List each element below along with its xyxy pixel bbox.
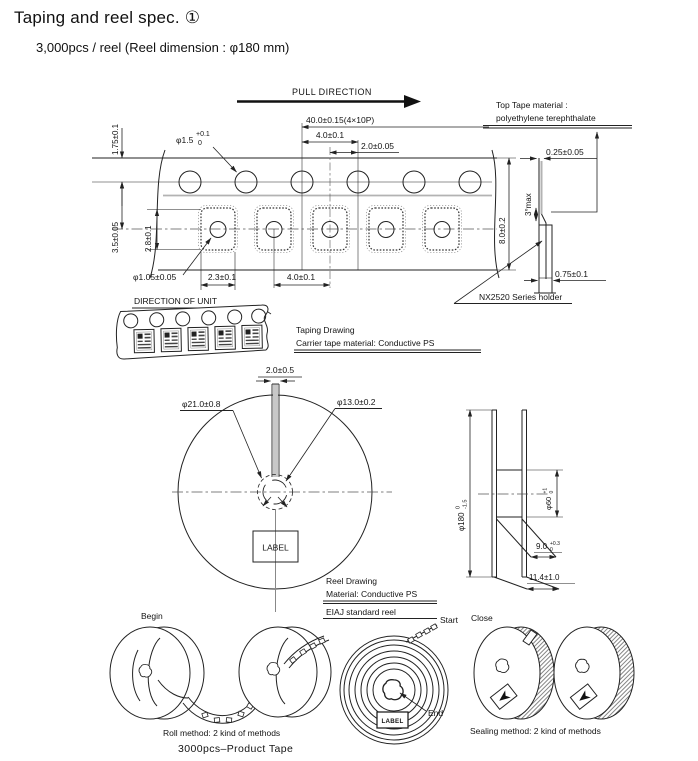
carrier-tape-strip bbox=[92, 123, 499, 288]
close-label: Close bbox=[471, 613, 493, 623]
dim-bottom-clearance-label: 0.75±0.1 bbox=[555, 269, 589, 279]
closed-reel-right bbox=[554, 627, 620, 719]
dim-inner-width-label: 9.0 bbox=[536, 542, 548, 551]
pull-direction bbox=[237, 87, 421, 108]
unit-strip bbox=[116, 305, 269, 359]
dim-pitch10 bbox=[302, 115, 489, 127]
dim-pocket-height bbox=[144, 210, 201, 253]
unit-chips bbox=[134, 325, 262, 353]
dim-hole-pitch-label: 4.0±0.1 bbox=[315, 130, 345, 140]
dim-hub-inner bbox=[263, 397, 382, 506]
reel-notes bbox=[323, 576, 437, 619]
dim-pitch10-label: 40.0±0.15(4×10P) bbox=[306, 115, 375, 125]
dim-hub-outer bbox=[180, 399, 287, 507]
dim-inner-width-tol-lower: 0 bbox=[550, 547, 553, 553]
top-tape-material-line2: polyethylene terephthalate bbox=[496, 113, 596, 123]
packing-close bbox=[470, 613, 634, 736]
dim-hole-dia-label: φ1.5 bbox=[176, 135, 194, 145]
page-title: Taping and reel spec. ① bbox=[14, 8, 201, 27]
dim-tape-width bbox=[497, 158, 516, 270]
dim-hole-pocket-center-label: 3.5±0.05 bbox=[111, 221, 120, 253]
dim-edge-to-hole-label: 1.75±0.1 bbox=[111, 123, 120, 155]
dim-outer-width-label: 11.4±1.0 bbox=[529, 573, 560, 582]
dim-pocket-pitch bbox=[274, 272, 330, 285]
pull-direction-label: PULL DIRECTION bbox=[292, 87, 372, 97]
dim-outer-width bbox=[527, 573, 575, 589]
dim-hole-pitch bbox=[302, 130, 358, 142]
dim-top-tape-thickness-label: 0.25±0.05 bbox=[546, 147, 584, 157]
start-label: Start bbox=[440, 615, 458, 625]
dim-reel-dia-tol-lower: -1.5 bbox=[462, 499, 469, 509]
spiral-label-text: LABEL bbox=[381, 718, 404, 725]
begin-label: Begin bbox=[141, 611, 163, 621]
dim-hole-to-pocket-label: 2.0±0.05 bbox=[361, 141, 395, 151]
dim-inner-width bbox=[531, 541, 562, 557]
dim-tape-width-label: 8.0±0.2 bbox=[498, 217, 507, 244]
dim-bottom-clearance bbox=[524, 269, 606, 281]
dim-reel-dia-tol-upper: 0 bbox=[455, 505, 462, 509]
dim-top-tape-thickness bbox=[520, 147, 597, 159]
taping-notes bbox=[294, 325, 481, 353]
dim-pocket-pitch-label: 4.0±0.1 bbox=[286, 272, 316, 282]
dim-hub-inner-label: φ13.0±0.2 bbox=[337, 397, 376, 407]
dim-hole-dia-tol-upper: +0.1 bbox=[196, 131, 210, 138]
dim-slot-width bbox=[256, 365, 302, 381]
product-tape-label: 3000pcs–Product Tape bbox=[178, 743, 294, 755]
dim-reel-dia bbox=[456, 410, 493, 577]
direction-of-unit-label: DIRECTION OF UNIT bbox=[134, 296, 218, 306]
dim-hub-dia-label: φ60 bbox=[544, 496, 553, 510]
end-label: End bbox=[428, 708, 444, 718]
pull-direction-arrowhead bbox=[404, 95, 421, 108]
dim-hub-dia bbox=[527, 470, 564, 517]
dim-hub-dia-tol-lower: 0 bbox=[549, 490, 555, 494]
dim-hole-to-pocket-center bbox=[111, 182, 122, 253]
holder-note-label: NX2520 Series holder bbox=[479, 292, 563, 302]
packing-spiral bbox=[340, 615, 459, 744]
reel-drawing-label: Reel Drawing bbox=[326, 576, 378, 586]
tape-side-view bbox=[534, 158, 556, 293]
carrier-material-label: Carrier tape material: Conductive PS bbox=[296, 338, 435, 348]
dim-slot-width-label: 2.0±0.5 bbox=[265, 365, 295, 375]
top-tape-material-line1: Top Tape material : bbox=[496, 100, 568, 110]
label-box-text: LABEL bbox=[262, 542, 289, 553]
eiaj-label: EIAJ standard reel bbox=[326, 607, 396, 617]
packing-begin bbox=[110, 611, 331, 755]
dim-hub-dia-tol-upper: +1 bbox=[542, 487, 549, 494]
roll-method-label: Roll method: 2 kind of methods bbox=[163, 728, 281, 738]
dim-hole-to-pocket bbox=[330, 141, 399, 153]
dim-reel-dia-label: φ180 bbox=[457, 512, 466, 531]
dim-peel-angle-label: 3°max bbox=[524, 193, 533, 216]
taping-drawing-label: Taping Drawing bbox=[296, 325, 355, 335]
dim-edge-to-hole bbox=[111, 123, 122, 206]
page-subtitle: 3,000pcs / reel (Reel dimension : φ180 mm) bbox=[36, 40, 290, 55]
dim-pocket-height-label: 2.8±0.1 bbox=[144, 225, 153, 252]
sealing-method-label: Sealing method: 2 kind of methods bbox=[470, 726, 601, 736]
reel-material-label: Material: Conductive PS bbox=[326, 589, 418, 599]
dim-pocket-width-label: 2.3±0.1 bbox=[207, 272, 237, 282]
dim-pocket-hole-dia-label: φ1.05±0.05 bbox=[133, 272, 177, 282]
dim-hub-outer-label: φ21.0±0.8 bbox=[182, 399, 221, 409]
dim-pocket-width bbox=[201, 252, 236, 290]
dim-peel-angle bbox=[524, 193, 536, 221]
dim-hole-dia-tol-lower: 0 bbox=[198, 140, 202, 147]
dim-inner-width-tol-upper: +0.3 bbox=[550, 541, 560, 547]
dim-sprocket-hole-dia bbox=[176, 131, 237, 172]
